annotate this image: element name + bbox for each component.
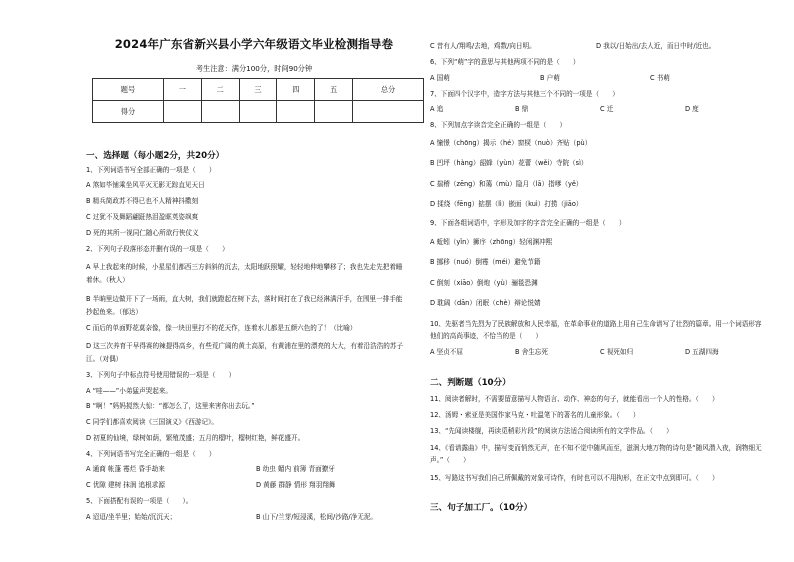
score-table-score-row bbox=[93, 101, 424, 123]
question-text: 6、下列“萌”字的意思与其他两项不同的是（ ） bbox=[430, 58, 580, 66]
page-title: 2024年广东省新兴县小学六年级语文毕业检测指导卷 bbox=[114, 37, 394, 51]
option-a: A 早上我起来的时候，小星星们都西三方斜斜的沉去，太阳地跃照耀，轻轻地伸地攀移了；我也先走先把着睡着休。（秋人） bbox=[86, 263, 403, 284]
option-d: D 我以/日始出/去人近，而日中时/近也。 bbox=[596, 42, 716, 50]
option-c: C 视死如归 bbox=[600, 348, 634, 356]
score-table-header: 题号 bbox=[93, 79, 164, 101]
score-cell[interactable] bbox=[353, 101, 424, 123]
judgment-item: 14、《看谱露曲》中，描写变而悄然无声，在不知不觉中随风而至，滋润大地万物的诗句是“随风潜入夜，润物细无声。”（ ） bbox=[430, 444, 762, 464]
option-a: A 蚯蚓（yǐn）狮序（zhōng）轻闲渊冲熙 bbox=[430, 238, 553, 246]
judgment-item: 15、写路这书写我们自己所佩戴的对象可诗作，有时也可以不用拘形，在正文中点到即可。（ ） bbox=[430, 474, 719, 482]
section-heading: 三、句子加工厂。（10分） bbox=[430, 503, 533, 513]
option-c: C 同学们都喜欢阅读《三国演义》《西游记》。 bbox=[86, 418, 218, 426]
option-c: C 揣稽（zēng）和蔼（mù）隐月（lā）指嗲（yě） bbox=[430, 180, 583, 188]
option-b: B 鼎 bbox=[515, 105, 529, 113]
option-d: D 黄藤 群静 情形 翔羽翔舞 bbox=[256, 481, 336, 489]
section-heading: 二、判断题（10分） bbox=[430, 378, 511, 388]
question-text: 9、下面各组词语中，字形及加字的字音完全正确的一组是（ ） bbox=[430, 219, 626, 227]
section-heading: 一、选择题（每小题2分，共20分） bbox=[86, 151, 225, 161]
option-c: C 过犹不及舞蹈翩跹热泪盈眶英姿飒爽 bbox=[86, 213, 199, 221]
option-d: D 死的其所一视同仁随心所欲行侠仗义 bbox=[86, 229, 199, 237]
exam-notice: 考生注意：满分100分，时间90分钟 bbox=[195, 64, 313, 73]
option-a: A 迢迢/坐半里；始始/沉沉天； bbox=[86, 513, 177, 521]
judgment-item: 12、汤姆・索亚是美国作家马克・吐温笔下的著名的儿童形象。（ ） bbox=[430, 411, 640, 419]
question-text: 1、下列词语书写全部正确的一项是（ ） bbox=[86, 166, 216, 174]
score-table-header: 五 bbox=[315, 79, 353, 101]
option-b: B 幼虫 媚内 前簿 青面獠牙 bbox=[256, 465, 335, 473]
score-table-header: 四 bbox=[277, 79, 315, 101]
score-cell[interactable] bbox=[163, 101, 201, 123]
option-d: D 度 bbox=[685, 105, 699, 113]
score-table-header: 一 bbox=[163, 79, 201, 101]
question-text: 2、下列句子段落形态并删有误的一项是（ ） bbox=[86, 245, 229, 253]
option-a: A 憧憬（chōng）揭示（hé）窗棂（nuò）齐贴（pù） bbox=[430, 139, 592, 147]
judgment-item: 13、“先闻读楼舰，再读觅稍彩片段”的阅读方法适合阅读所有的文学作品。（ ） bbox=[430, 427, 673, 435]
option-a: A 通商 帐蓬 霉烂 昏手劫来 bbox=[86, 465, 165, 473]
option-b: B 精兵简政苏不得已也不人精神抖擞刻 bbox=[86, 197, 199, 205]
judgment-item: 11、阅读者解时，不需要留意描写人物语言、动作、神态的句子，就能看出一个人的性格。（ ） bbox=[430, 395, 719, 403]
score-table-header-row bbox=[93, 79, 424, 101]
option-c: C 优隙 建树 抹润 追根求源 bbox=[86, 481, 165, 489]
option-d: D 初夏的仙境，绿树如荫，繁殖茂盛；五月的榴叶，榴树红艳，鲜花盛开。 bbox=[86, 434, 305, 442]
score-cell[interactable] bbox=[201, 101, 239, 123]
score-cell[interactable] bbox=[315, 101, 353, 123]
option-b: B 凹坪（hàng）韶蜂（yùn）花蕾（wěi）寺院（sì） bbox=[430, 159, 588, 167]
option-c: C 倒刻（xiāo）倒炮（yù）骊毯恐渊 bbox=[430, 279, 538, 287]
score-table-header: 总分 bbox=[353, 79, 424, 101]
option-a: A 追 bbox=[430, 105, 444, 113]
score-cell[interactable] bbox=[239, 101, 277, 123]
option-b: B 半晌里边做开下了一场雨，直大树，我们就蹬起在树下去，落时间打在了我已经淋满汗手，在围里一排手能抄起鱼来。（郁达） bbox=[86, 295, 403, 316]
option-b: B 户萌 bbox=[540, 74, 560, 82]
option-b: B 挪移（nuó）倒霉（méi）避免节籍 bbox=[430, 258, 541, 266]
option-d: D 揉绕（fēng）掂摆（lì）嵌面（kuì）打捞（jiāo） bbox=[430, 200, 583, 208]
option-c: C 迁 bbox=[600, 105, 614, 113]
option-b: B 舍生忘死 bbox=[515, 348, 548, 356]
question-text: 5、下面搭配有误的一项是（ ）。 bbox=[86, 497, 193, 505]
option-d: D 这三次养育干早得赛的辣提得高乡，有些荒广阔的黄土高原，有黄浦在里的漂亮的大大，有着沿浩浩的苏子江。（对偶） bbox=[86, 342, 404, 363]
option-b: B “啊！”妈妈搅然大惊：“都怎么了，这里来害你出去玩。” bbox=[86, 402, 255, 410]
option-c: C 昔有人/翔鸣/去地，鸡数/向日明。 bbox=[430, 42, 536, 50]
question-text: 10、先驱者当先烈为了民族解放和人民幸福，在革命事业的道路上用自己生命谱写了壮烈的篇章。用一个词语形容他们的高尚事迹，不恰当的是（ ） bbox=[430, 320, 762, 340]
option-a: A 国萌 bbox=[430, 74, 450, 82]
question-text: 3、下列句子中标点符号使用错误的一项是（ ） bbox=[86, 371, 236, 379]
option-a: A 煞如毕铺乘坐风平灭无影无踪直见天日 bbox=[86, 181, 205, 189]
option-b: B 山下/兰芽/短浸溪，松间/沙路/净无泥。 bbox=[256, 513, 378, 521]
question-text: 8、下列加点字读音完全正确的一组是（ ） bbox=[430, 121, 567, 129]
option-a: A 坚贞不屈 bbox=[430, 348, 463, 356]
option-c: C 而后的单面野花莫奈像，像一块田里打不的花天作，连着水儿都是五颜六色的了！（比喻） bbox=[86, 324, 357, 332]
score-table bbox=[92, 78, 424, 123]
score-table-header: 二 bbox=[201, 79, 239, 101]
option-a: A “哇——”小弟猛声哭起来。 bbox=[86, 387, 172, 395]
option-d: D 五湖四海 bbox=[685, 348, 719, 356]
question-text: 7、下面四个汉字中，造字方法与其他三个不同的一项是（ ） bbox=[430, 90, 619, 98]
score-table-header: 三 bbox=[239, 79, 277, 101]
option-d: D 耽阔（dān）闭眠（chè）辩论悦婧 bbox=[430, 299, 541, 307]
option-c: C 书萌 bbox=[650, 74, 670, 82]
score-cell[interactable] bbox=[277, 101, 315, 123]
question-text: 4、下列词语书写完全正确的一组是（ ） bbox=[86, 450, 216, 458]
score-row-label: 得分 bbox=[93, 101, 164, 123]
